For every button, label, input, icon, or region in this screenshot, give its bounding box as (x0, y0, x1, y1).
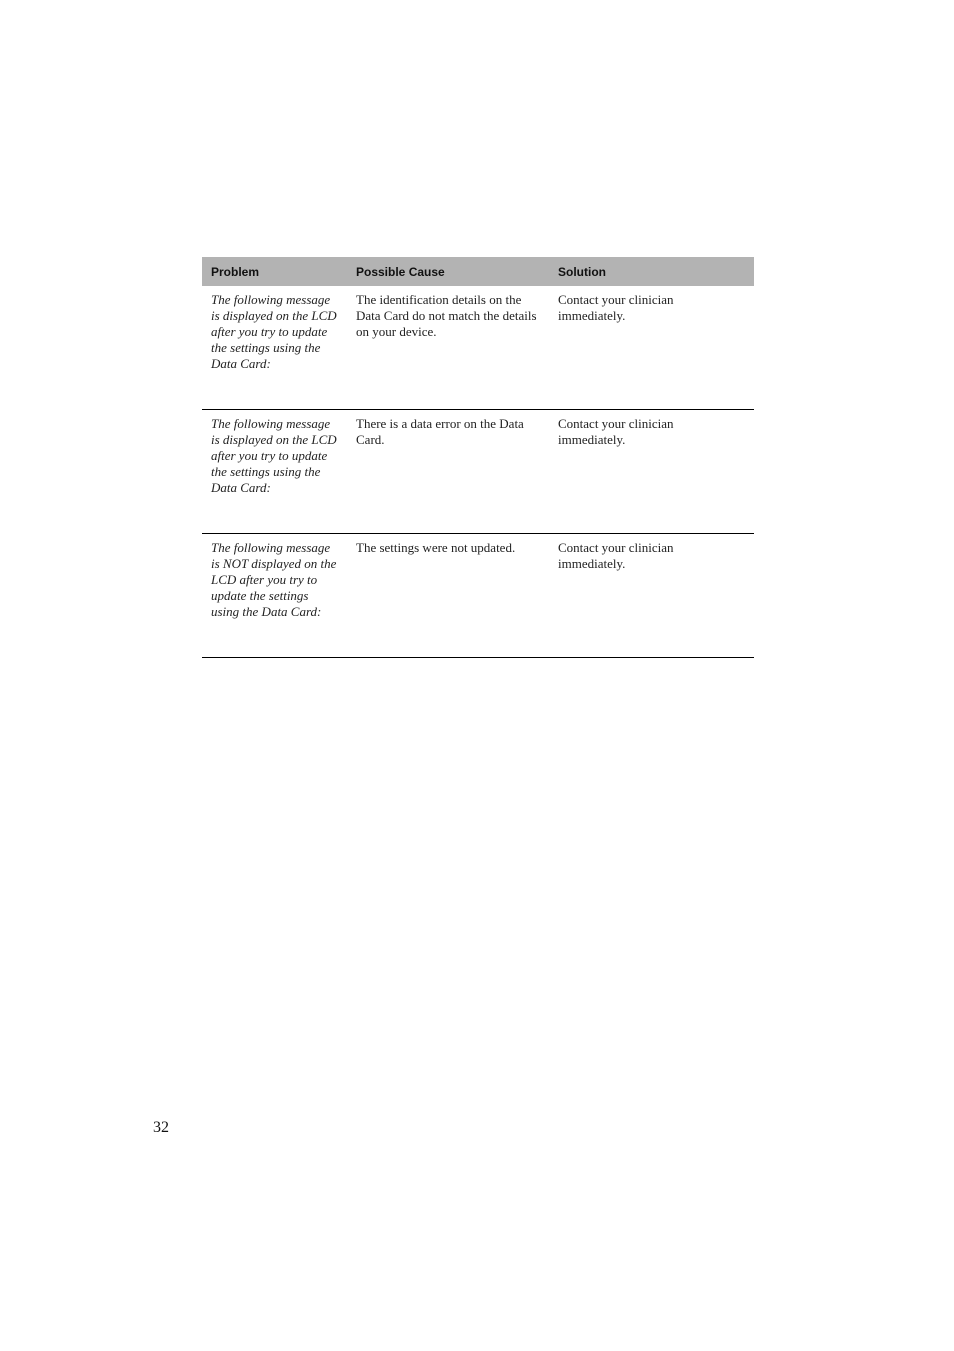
table-row (202, 534, 754, 658)
problem-cell: The following message is displayed on the LCD after you try to update the settings using the Data Card: (202, 410, 347, 534)
cause-cell: The settings were not updated. (347, 534, 549, 658)
solution-cell: Contact your clinician immediately. (549, 534, 754, 658)
solution-cell: Contact your clinician immediately. (549, 410, 754, 534)
table-header-row (202, 257, 754, 286)
table-row (202, 410, 754, 534)
page-number: 32 (153, 1119, 169, 1136)
cause-cell: The identification details on the Data Card do not match the details on your device. (347, 286, 549, 410)
problem-cell: The following message is displayed on the LCD after you try to update the settings using the Data Card: (202, 286, 347, 410)
table-row (202, 286, 754, 410)
problem-cell: The following message is NOT displayed on the LCD after you try to update the settings using the Data Card: (202, 534, 347, 658)
cause-cell: There is a data error on the Data Card. (347, 410, 549, 534)
troubleshooting-table (202, 257, 754, 658)
header-solution: Solution (549, 257, 754, 286)
solution-cell: Contact your clinician immediately. (549, 286, 754, 410)
header-possible-cause: Possible Cause (347, 257, 549, 286)
header-problem: Problem (202, 257, 347, 286)
